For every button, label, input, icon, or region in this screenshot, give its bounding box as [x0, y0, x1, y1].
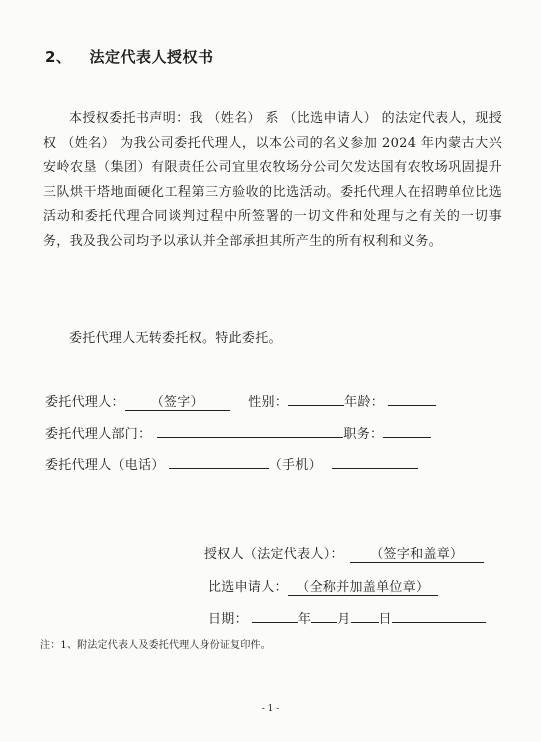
section-number: 2、: [45, 48, 72, 66]
authorizer-signature-field[interactable]: （签字和盖章）: [350, 547, 484, 563]
position-field[interactable]: [383, 422, 431, 438]
mobile-field[interactable]: [332, 453, 418, 469]
authorization-statement: 本授权委托书声明：我 （姓名） 系 （比选申请人） 的法定代表人，现授权 （姓名） 为我公司委托代理人，以本公司的名义参加 2024 年内蒙古大兴安岭农垦（集团）有限责任公司宜里农牧场分公司欠发达国有农牧场巩固提升三队烘干塔地面硬化工程第三方验收的比选活动。委托代理人在招聘单位比选活动和委托代理合同谈判过程中所签署的一切文件和处理与之有关的一切事务，我及我公司均予以承认并全部承担其所产生的所有权利和义务。: [43, 111, 502, 249]
applicant-row: [208, 576, 438, 596]
authorizer-label: 授权人（法定代表人）：: [204, 547, 344, 562]
phone-label: 委托代理人（电话）: [45, 458, 165, 473]
position-label: 职务：: [343, 427, 384, 442]
day-label: 日: [378, 612, 392, 627]
authorizer-row: [204, 543, 484, 563]
date-label: 日期：: [208, 612, 248, 627]
applicant-seal-field[interactable]: （全称并加盖单位章）: [288, 580, 438, 596]
agent-label: 委托代理人：: [45, 395, 125, 410]
page-number: - 1 -: [261, 704, 280, 714]
year-label: 年: [297, 612, 312, 627]
footnote: 注：1、附法定代表人及委托代理人身份证复印件。: [40, 640, 271, 651]
dept-field[interactable]: [157, 422, 343, 438]
agent-info-row: [45, 390, 436, 411]
agent-signature-field[interactable]: （签字）: [125, 395, 230, 411]
age-field[interactable]: [388, 390, 436, 406]
month-label: 月: [337, 612, 351, 627]
gender-field[interactable]: [288, 390, 344, 406]
month-field[interactable]: [311, 607, 337, 623]
applicant-label: 比选申请人：: [208, 580, 288, 595]
phone-field[interactable]: [169, 453, 269, 469]
no-sub-delegation-statement: 委托代理人无转委托权。特此委托。: [69, 331, 282, 346]
agent-phone-row: [45, 453, 418, 473]
year-field[interactable]: [252, 607, 298, 623]
section-title: 法定代表人授权书: [89, 48, 214, 66]
dept-label: 委托代理人部门：: [45, 427, 152, 442]
date-trailing-line: [392, 607, 486, 623]
agent-dept-row: [45, 422, 431, 442]
date-row: [208, 607, 486, 627]
mobile-label: （手机）: [268, 458, 322, 473]
gender-label: 性别：: [248, 395, 289, 410]
section-heading: [45, 46, 213, 67]
day-field[interactable]: [351, 607, 379, 623]
age-label: 年龄：: [344, 395, 385, 410]
